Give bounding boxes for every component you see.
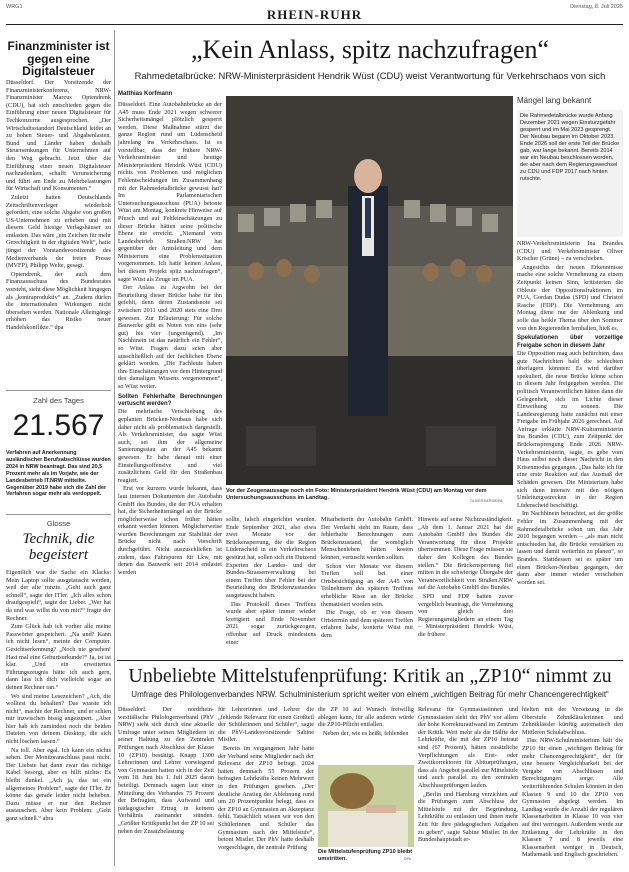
main-paragraph: Angesichts der neuen Erkenntnisse mache eine solche Vernehmung zu einem Zeitpunkt keinen Sinn, kritisierten die Obleute der Oppositionsfraktionen im PUA, Gordan Dudas (SPD) und Christof Rasche (FDP). Die Vernehmung am Montag diene nur der Ablenkung und solle das heikle Thema über den Sommer von den Regierenden fernhalten, hieß es. (517, 263, 623, 332)
bottom-col5 (522, 706, 623, 860)
main-subheading: Sollten Fehlerhafte Berechnungen vertuscht werden? (118, 393, 222, 407)
glosse-paragraph: Eigentlich war die Sache ein Klacks: Mein Laptop sollte ausgetauscht werden, weil der alte runzte. „Geht auch ganz schnell“, sagte der ITler. „Ich alles schon draufgespielt“, sagte der Lieber. „Wer hat da und was willst du von mir?“ fragte der Rechner. (6, 569, 111, 622)
main-paragraph: Die mehrfache Verschiebung des geplanten Brücken-Neubaus habe sich daher nicht als problematisch dargestellt. Als Verkehrsminister, das sagte Wüst auch, sei ihm der allgemeine Sanierungsstau an der A45 bekannt gewesen. Er habe darauf mit einer Einstellungsoffensive und viel zusätzlichem Geld für den Straßenbau reagiert. (118, 408, 222, 484)
photo-credit: OLIVER BERG/DPA (470, 499, 503, 503)
main-col1 (118, 101, 222, 577)
zahl-label: Zahl des Tages (33, 396, 84, 405)
bottom-paragraph: Relevanz für Gymnasiastinnen und Gymnasiasten sieht der PhV vor allem der hohe Korrekturaufwand im Zentrum der Kritik. Weit mehr als die Hälfte der Lehrkräfte, die mit der ZP10 betraut sind (67 Prozent), hätten zusätzliche Verpflichtungen als Erst- oder Zweitkorrektoren für Abiturprüfungen, dass als Angebot parallel zur Mittelstufe und auch parallel zu den zentralen Abschlussprüfungen laufen. (418, 706, 518, 789)
bottom-paragraph: die ZP 10 auf Wunsch freiwillig ablegen kann, für alle anderen würde die ZP10-Pflicht entfallen. (318, 706, 414, 729)
main-paragraph: Die Opposition mag auch befürchten, dass gute Nachrichten bald die schlechten überlagern könnten: Es wird darüber spekuliert, die neue Brücke könne schon in diesem Jahr freigegeben werden. Die politisch Verantwortlichen hätten dann die Gelegenheit, sich im Lichte dieser Einweihung zu sonnen. Die Landesregierung hatte zunächst mit einer Freigabe im Frühjahr 2026 gerechnet. Auf Anfrage erklärte NRW-Kulturministerin Ina Brandes (CDU), zum Zeitpunkt der Brückensprengung Ende 2026 NRW-Verkehrsministerin, sagte, es gebe vom Haus selbst noch dieser Nachricht in den Krisenmodus gegangen. „Das halte ich für eine erste Reaktion auf das Ausmaß der Schäden gewesen. Die Ministerium habe sich dann intensiv mit den nötigen Umleitungsstrecken in der Region Lüdenscheid beschäftigt. (517, 349, 623, 509)
glosse-headline: Technik, die begeistert (22, 531, 95, 563)
bottom-col1 (118, 706, 214, 836)
section-rule (6, 24, 623, 25)
main-paragraph: Hinweis auf seine Nichtzuständigkeit. „Ab dem 1. Januar 2021 hat die Autobahn GmbH des Bundes die Verantwortung für diese Projekte übernommen. Diese Frage müssen sie daher den Kollegen des Bundes stellen.“ Die Brückensperrung fiel mitten in die schwierige Übergabe der Verantwortlichkeit von Straßen.NRW auf die Autobahn GmbH des Bundes. (418, 516, 513, 592)
author-byline: Matthias Korfmann (118, 91, 173, 97)
glosse-paragraph: Na toll. Aber egal. Ich kann ein nichts sehen. Der Monitoranschluss passt nicht. Der Liebste hat dann zwar das richtige Kabel besorgt, aber es hilft nichts: Es bleibt dunkel. „Ach ja, das ist ein allgemeines Problem“, sagte der ITler. Er könne das gerade leider nicht beheben. Dazu müsse er nur den Rechner austauschen. Aber kein Problem: „Geht ganz schnell.“ abra (6, 746, 111, 822)
main-paragraph: Der Anlass zu Argwohn bei der Beurteilung dieser Brücke habe für ihn gefehlt, denn deren Zustandsnote sei zwischen 2011 und 2020 stets eine Drei gewesen. Zur Erläuterung: Für solche Bauwerke gibt es Noten von eins (sehr gut) bis vier (ungenügend). „Im Nachhinein ist das natürlich ein Fehler“, so Wüst. Fragen dazu seien aber ausschließlich auf der fachlichen Ebene geklärt worden. „Die Fachleute haben ihre Einschätzungen vor dem Hintergrund des damaligen Wissens vorgenommen“, so Wüst weiter. (118, 284, 223, 390)
glosse-article (6, 569, 111, 824)
edition-code: WRG1 (6, 4, 23, 10)
exam-photo-illustration (318, 765, 414, 847)
issue-date: Dienstag, 8. Juli 2025 (570, 4, 623, 10)
main-paragraph: NRW-Verkehrsministerin Ina Brandes (CDU) und Verkehrsminister Oliver Krischer (Grüne) – zu verschieben. (517, 240, 623, 263)
glosse-paragraph: Wo sind meine Lesezeichen? „Ach, die wolltest du behalten? Das wusste ich nicht“, machte der Rechner, und er schien mir inzwischen bissig angezunert. „Aber hier hab ich zumindest noch die beiden Dateien von deinem Desktop, die sich nicht löschen lassen.“ (6, 692, 111, 746)
column-rule (114, 30, 115, 866)
left-paragraph: Düsseldorf. Der Vorsitzende der Finanzministerkonferenz, NRW-Finanzminister Marcus Optendrenk (CDU), hat sich entschieden gegen die Einführung einer neuen Digitalsteuer für Techkonzerne ausgesprochen. „Der Wirtschaftsstandort Deutschland leidet an zu hohen Steuer- und Abgabenlasten. Bund und Länder haben deshalb Steuersenkungen für Unternehmen auf den Weg gebracht. Jetzt über die Einführung einer neuen Digitalsteuer nachzudenken, schafft Verunsicherung und führt am Ende zu Mehrbelastungen für Wirtschaft und Konsumenten.“ (6, 79, 111, 193)
bottom-paragraph: Düsseldorf. Der nordrhein-westfälische Philologenverband (PhV NRW) sieht sich durch eine aktuelle Umfrage unter seinen Mitgliedern in seiner Haltung zu den Zentralen Prüfungen nach Abschluss der Klasse 10 (ZP10) bestätigt. Knapp 1300 Lehrerinnen und Lehrer vorwiegend von Gymnasien hatten sich in der Zeit vom 18. Juni bis 1. Juli 2025 daran beteiligt. Demnach sagen laut einer Mitteilung des Verbandes 75 Prozent der Befragten, dass Aufwand und pädagogischer Ertrag in keinem Verhältnis zueinander stünden. „Größter Kritikpunkt bei der ZP 10 sei neben der Zusatzbelastung (118, 706, 214, 835)
main-paragraph: Schon vier Monate vor diesem Treffen soll bei einer Ortsbesichtigung an der A45 von Teilnehmern des späteren Treffens erhebliche Risse an der Brücke thematisiert worden sein. (321, 562, 413, 608)
sidebox-text: Die Rahmedetalbrücke wurde Anfang Dezember 2021 wegen Einsturzgefahr gesperrt und im Mai 2023 gesprengt. Der Neubau begann im Oktober 2023. Ende 2026 soll der erste Teil der Brücke gab, war lange bekannt. Bereits 2014 war ein Neubau beschlossen worden, der aber nach dem Regierungswechsel zu CDU und FDP 2017 nach hinten rutschte. (517, 110, 623, 237)
bottom-paragraph: Neben der, wie es heißt, fehlenden (323, 729, 409, 737)
main-paragraph: Düsseldorf. Eine Autobahnbrücke an der A45 muss Ende 2021 wegen schwerer Sicherheitsmängel plötzlich gesperrt werden. Diese Maßnahme stürzt die ganze Region rund um Lüdenscheid jahrelang ins Verkehrschaos. Ist es vorstellbar, dass der frühere NRW-Verkehrsminister und heutige Ministerpräsident Hendrik Wüst (CDU) nichts von Problemen und möglichen Fehlentscheidungen im Zusammenhang mit der Rahmedetalbrücke gewusst hat? Im Parlamentarischen Untersuchungsausschuss (PUA) betonte Wüst am Montag, konkrete Hinweise auf Pfusch und auf Fehleinschätzungen zu dieser Brücke hätten seine politische Ebene nie erreicht. „Niemand vom Landesbetrieb Straßen.NRW hat gegenüber der Amtsleitung und dem Ministerium eine Problemsituation vorgenommen. Ich hatte keinen Anlass, bei diesem Projekt spitz nachzufragen“, sagte Wüst als Zeuge im PUA. (118, 101, 222, 283)
main-paragraph: sollte, falsch eingerichtet wurden. Ende September 2021, also etwa zwei Monate vor der Brückensperrung, die die Region Lüdenscheid in ein Verkehrschaos gestürzt hat, sollen sich ein Dutzend Experten der Landes- und der Bundes-Strassenverwaltung bei einem Treffen über Fehler bei der Beurteilung des Brückenzustandes ausgetauscht haben. (226, 516, 316, 599)
bottom-headline: Unbeliebte Mittelstufenprüfung: Kritik an „ZP10“ nimmt zu (128, 665, 612, 687)
bottom-col3 (318, 706, 414, 738)
glosse-label: Glosse (46, 519, 71, 528)
photo-illustration (226, 96, 513, 485)
main-paragraph: Mitarbeiterin der Autobahn GmbH. Der Verdacht steht im Raum, dass fehlerhafte Berechnungen zum Brückenzustand, die womöglich Menschenleben hätten kosten können, vertuscht werden sollten. (321, 516, 413, 561)
sidebox-heading: Mängel lang bekannt (517, 96, 592, 105)
left-paragraph: Optendrenk, der auch dem Finanzausschuss des Bundesrates vorsteht, sieht diese Möglichkeit hingegen als „kontraproduktiv“ an. „Zudem dürfen die internationalen Wirkungen nicht übersehen werden. Nationale Alleingänge erhöhen das Risiko neuer Handelskonflikte.“ dpa (6, 270, 111, 331)
main-subhead: Rahmedetalbrücke: NRW-Ministerpräsident Hendrik Wüst (CDU) weist Verantwortung für Verkehrschaos von sich (134, 70, 606, 81)
main-col2 (226, 516, 316, 647)
bottom-subhead: Umfrage des Philologenverbandes NRW. Schulministerium spricht weiter von einem „wichtigen Beitrag für mehr Chancengerechtigkeit“ (131, 690, 609, 699)
bottom-paragraph: Das NRW-Schulministerium hält die ZP10 für einen „wichtigen Beitrag für mehr Chancengerechtigkeit“, der für eine bessere Vergleichbarkeit bei der Vergabe von Abschlüssen und Berechtigungen sorge. Alle weiterführenden Schulen könnten in den Klassen 9 und 10 die ZP10 von Gymnasien abgelegt werden. Im Landtag wurde die Anzahl der regulären Klassenarbeiten in Klasse 10 von vier auf drei verringert. Außerdem werde zur Entlastung der Lehrkräfte in den Klassen 7 und 8 jeweils eine Klassenarbeit weniger in Deutsch, Mathematik und Englisch geschrieben. (522, 737, 623, 859)
main-paragraph: SPD und FDP hatten zuvor vergeblich beantragt, die Vernehmung von gleich drei Regierungsmitgliedern an einem Tag – Ministerpräsident Hendrik Wüst, die frühere (418, 592, 513, 638)
left-paragraph: Zuletzt hatten Deutschlands Zeitschriftenverleger wiederholt gefordert, eine solche Abgabe von großen US-Unternehmen zu erheben und mit diesem Geld hiesige Verlagshäuser zu entlasten. Das wäre „ein Zeichen für mehr Gerechtigkeit in der digitalen Welt“, hatte jüngst der Vorstandsvorsitzende des Medienverbands der freien Presse (MVFP), Philipp Welte, gesagt. (6, 193, 111, 270)
main-photo (226, 96, 513, 485)
bottom-paragraph: für Lehrerinnen und Lehrer die „fehlende Relevanz für einen Großteil der Schülerinnen und Schüler“, sagte die PhV-Landesvorsitzende Sabine Mistler. (218, 706, 314, 744)
bottom-paragraph: hielten mit der Versetzung in die Oberstufe Zehntklässlerinnen und Zehntklässler künftig automatisch den Mittleren Schulabschluss. (522, 706, 623, 736)
main-headline: „Kein Anlass, spitz nachzufragen“ (190, 35, 550, 64)
left-article (6, 79, 111, 333)
glosse-paragraph: Zum Glück hab ich vorher alle meine Passwörter gespeichert. „Na und? Kann ich nicht lesen“, meinte der Computer. Gesichtserkennung? „Noch nie gesehen! Hast mal eine Geburtsurkunde?“ Ja, ist ist klar. „Und ein erweitertes Führungszeugnis hätte ich auch gern, dann lass ich dich vielleicht sogar an deinen Rechner ran.“ (6, 623, 111, 691)
main-subheading: Spekulationen über vorzeitige Freigabe schon in diesem Jahr (517, 335, 623, 349)
left-divider (6, 390, 111, 391)
main-paragraph: Im Nachhinein betrachtet, sei der größte Fehler im Zusammenhang mit der Rahmedetalbrücke schon um das Jahr 2010 begangen worden – „als man nicht entschieden hat, die Brücke verstärken zu lassen und damit weiterhin zu planen“, so Brandes. Stattdessen sei es später um einen Brücken-Neubau gegangen, der dann aber immer wieder verschoben worden sei. (517, 510, 623, 586)
bottom-photo (318, 765, 414, 847)
photo-caption: Vor der Zeugenaussage noch ein Foto: Ministerpräsident Hendrik Wüst (CDU) am Montag vor dem Untersuchungsausschuss im Landtag. (226, 488, 487, 501)
zahl-value: 21.567 (12, 409, 105, 442)
bottom-paragraph: „Berlin und Hamburg verzichten auf die Prüfungen zum Abschluss der Mittelstufe mit der Begründung, Lehrkräfte zu entlasten und ihnen mehr Zeit für ihre pädagogischen Aufgaben zu geben“, sagte Sabine Mistler. In der Bundeshauptstadt er- (418, 790, 518, 844)
main-paragraph: Das Protokoll dieses Treffens wurde aber später immer wieder korrigiert und Ende November 2021 sogar zurückgezogen, offenbar auf Druck mindestens einer (226, 600, 316, 646)
left-divider (6, 514, 111, 515)
main-paragraph: Erst vor kurzem wurde bekannt, dass laut internen Dokumenten der Autobahn GmbH des Bundes, die der PUA erhalten hat, die Sicherheitsmängel an der Brücke möglicherweise schon früher hätten erkannt werden können. Möglicherweise wurden Berechnungen zur Stabilität der Brücke nicht nach Vorschrift durchgeführt. Nicht auszuschließen ist zudem, dass Fahrspuren für Lkw, mit denen das Bauwerk seit 2014 entlastet werden (118, 485, 222, 576)
bottom-col4 (418, 706, 518, 845)
zahl-text: Verfahren auf Anerkennung ausländischer Berufsabschlüsse wurden 2024 in NRW beantragt. Das sind 20,5 Prozent mehr als im Vorjahr, wie der Landesbetrieb IT.NRW mitteilte. Gegenüber 2019 habe sich die Zahl der Verfahren sogar mehr als verdoppelt. (6, 450, 111, 498)
main-col4 (418, 516, 513, 640)
main-col3 (321, 516, 413, 641)
bottom-photo-caption: Die Mittelstufenprüfung ZP10 bleibt umstritten. (318, 849, 413, 862)
left-headline: Finanzminister ist gegen eine Digitalsteuer (7, 39, 110, 78)
main-paragraph: Die Frage, ob er von diesem Ortstermin und dem späteren Treffen erfahren habe, konterte Wüst mit dem (321, 609, 413, 639)
main-right-col (517, 240, 623, 587)
bottom-photo-credit: DPA (404, 857, 412, 861)
bottom-col2 (218, 706, 314, 852)
bottom-paragraph: Bereits im vergangenen Jahr hatte der Verband seine Mitglieder nach der Relevanz der ZP10 befragt. 2024 hatten demnach 55 Prozent der befragten Lehrkräfte keinen Mehrwert in den Prüfungen gesehen. „Der deutliche Anstieg der Ablehnung rund um 20 Prozentpunkte belegt, dass es der ZP10 an Gymnasien an Akzeptanz fehlt. Tatsächlich wissen wir von den Schülerinnen und Schüler das Gymnasium nach der Mittelstufe“, betont Mistler. Der PhV hatte deshalb vorgeschlagen, die zentrale Prüfung (218, 744, 314, 851)
bottom-article-rule (117, 660, 623, 661)
section-title: RHEIN-RUHR (266, 7, 363, 22)
